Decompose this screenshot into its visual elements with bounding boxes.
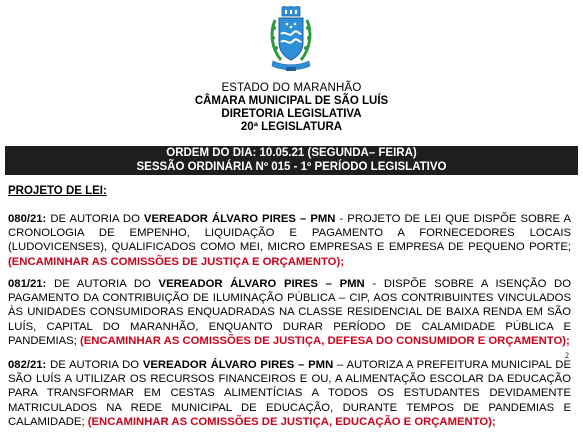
bill-prefix: DE AUTORIA DO — [46, 278, 159, 290]
coat-of-arms-logo — [269, 6, 313, 72]
legislature-name: 20ª LEGISLATURA — [240, 121, 343, 133]
bill-number: 081/21: — [8, 278, 47, 290]
directorate-name: DIRETORIA LEGISLATIVA — [221, 108, 362, 120]
bill-prefix: DE AUTORIA DO — [46, 359, 143, 371]
session-info: SESSÃO ORDINÁRIA Nº 015 - 1º PERÍODO LEGISLATIVO — [136, 160, 447, 173]
bill-description: - DISPÕE SOBRE A ISENÇÃO DO PAGAMENTO DA CONTRIBUIÇÃO DE ILUMINAÇÃO PÚBLICA – CIP, AOS CONTRIBUINTES VINCULADOS ÀS UNIDADES CONSUMIDORAS ENQUADRADAS NA CLASSE RESIDENCIAL DE BAIXA RENDA EM SÃO LUÍS, CAPITAL DO MARANHÃO, ENQUANTO DURAR PERÍODO DE CALAMIDADE PÚBLICA E PANDEMIAS; — [8, 278, 571, 347]
bill-item — [8, 277, 571, 348]
agenda-date: ORDEM DO DIA: 10.05.21 (SEGUNDA– FEIRA) — [166, 147, 417, 159]
bill-prefix: DE AUTORIA DO — [46, 213, 144, 225]
bill-number: 082/21: — [8, 359, 47, 371]
bill-author: VEREADOR ÁLVARO PIRES – PMN — [158, 278, 365, 290]
bill-referral: (ENCAMINHAR AS COMISSÕES DE JUSTIÇA, EDUCAÇÃO E ORÇAMENTO); — [87, 415, 496, 428]
bill-item — [8, 212, 571, 269]
bill-number: 080/21: — [8, 213, 47, 225]
agenda-banner — [5, 146, 578, 175]
bill-referral: (ENCAMINHAR AS COMISSÕES DE JUSTIÇA E ORÇAMENTO); — [8, 255, 344, 268]
bill-description: – AUTORIZA A PREFEITURA MUNICIPAL DE SÃO LUÍS A UTILIZAR OS RECURSOS FINANCEIROS E OU, A ALIMENTAÇÃO ESCOLAR DA EDUCAÇÃO PARA TRANSFORMAR EM CESTAS ALIMENTÍCIAS A TODOS OS ESTUDANTES DEVIDAMENTE MATRICULADOS NA REDE MUNICIPAL DE EDUCAÇÃO, DURANTE TEMPOS DE PANDEMIAS E CALAMIDADE; — [8, 359, 571, 428]
state-name: ESTADO DO MARANHÃO — [221, 82, 362, 94]
bill-referral: (ENCAMINHAR AS COMISSÕES DE JUSTIÇA, DEFESA DO CONSUMIDOR E ORÇAMENTO); — [79, 334, 570, 347]
bill-author: VEREADOR ÁLVARO PIRES – PMN — [143, 213, 336, 225]
section-title: PROJETO DE LEI: — [8, 185, 107, 197]
document-header — [0, 82, 583, 134]
chamber-name: CÂMARA MUNICIPAL DE SÃO LUÍS — [194, 95, 389, 107]
bill-item — [8, 358, 571, 429]
bill-description: - PROJETO DE LEI QUE DISPÕE SOBRE A CRONOLOGIA DE EMPENHO, LIQUIDAÇÃO E PAGAMENTO A FORNECEDORES LOCAIS (LUDOVICENSES), QUALIFICADOS COMO MEI, MICRO EMPRESAS E EMPRESA DE PEQUENO PORTE; — [8, 213, 571, 254]
page-number: 2 — [565, 351, 569, 360]
bill-author: VEREADOR ÁLVARO PIRES – PMN — [142, 359, 334, 371]
